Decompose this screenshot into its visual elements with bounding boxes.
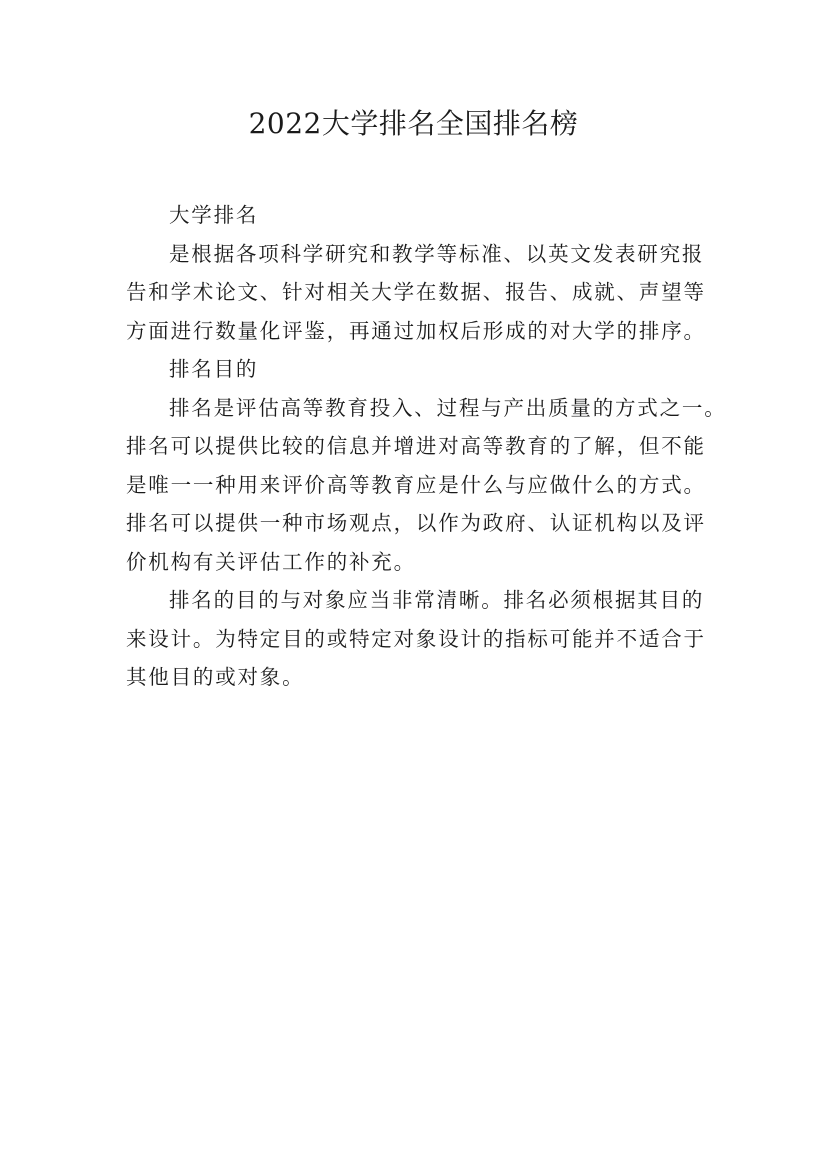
section-heading-purpose: 排名目的	[169, 357, 259, 381]
paragraph-line: 来设计。为特定目的或特定对象设计的指标可能并不适合于	[126, 626, 706, 651]
paragraph-line: 方面进行数量化评鉴，再通过加权后形成的对大学的排序。	[126, 318, 706, 343]
paragraph-line: 排名可以提供比较的信息并增进对高等教育的了解，但不能	[126, 434, 706, 458]
paragraph-line: 告和学术论文、针对相关大学在数据、报告、成就、声望等	[126, 280, 706, 304]
paragraph-line: 排名可以提供一种市场观点，以作为政府、认证机构以及评	[126, 511, 706, 535]
document-title: 2022大学排名全国排名榜	[248, 107, 579, 140]
paragraph-line: 排名是评估高等教育投入、过程与产出质量的方式之一。	[169, 395, 727, 420]
section-heading-ranking: 大学排名	[169, 203, 259, 227]
paragraph-line: 是唯一一种用来评价高等教育应是什么与应做什么的方式。	[126, 472, 706, 497]
paragraph-line: 排名的目的与对象应当非常清晰。排名必须根据其目的	[169, 588, 705, 612]
paragraph-line: 其他目的或对象。	[126, 665, 305, 689]
paragraph-line: 价机构有关评估工作的补充。	[126, 549, 416, 574]
document-body	[126, 196, 727, 697]
paragraph-line: 是根据各项科学研究和教学等标准、以英文发表研究报	[169, 241, 705, 266]
